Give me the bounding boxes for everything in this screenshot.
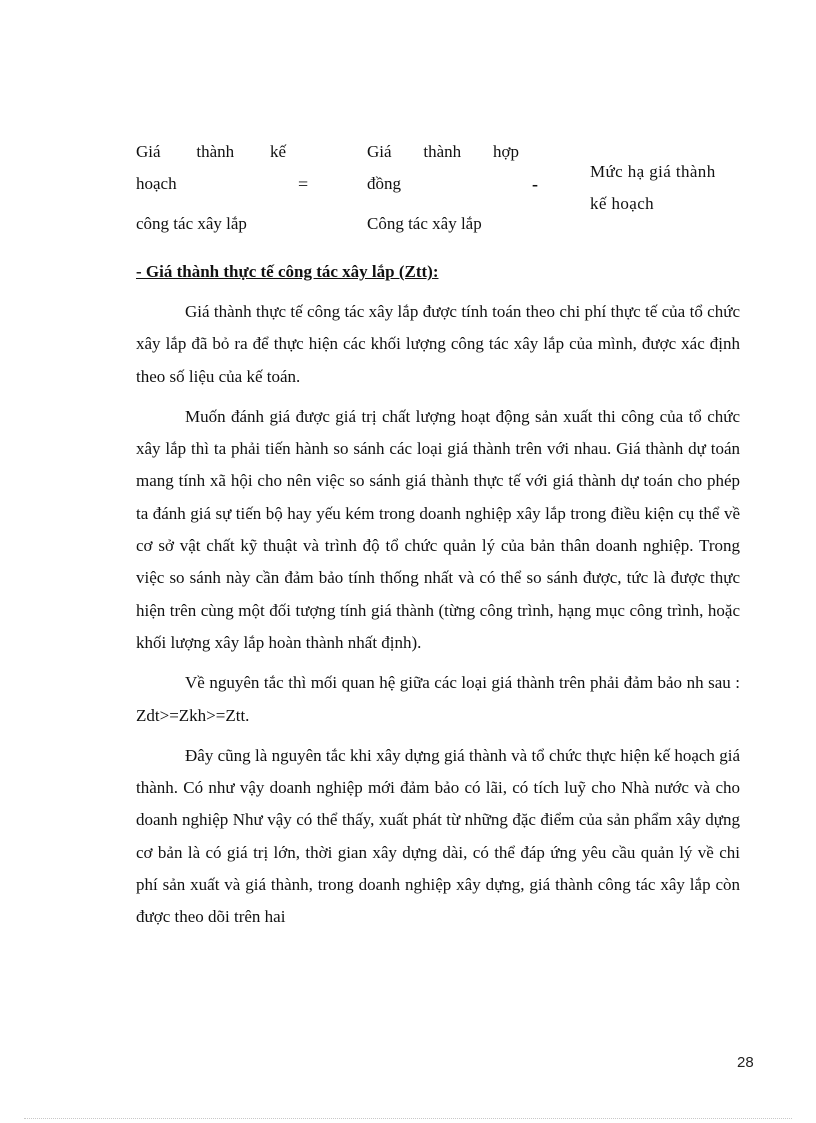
term-word: Giá: [367, 142, 392, 161]
term-word: hợp: [492, 142, 519, 161]
section-heading: - Giá thành thực tế công tác xây lắp (Ztt):: [136, 262, 439, 281]
formula-term-contract-cost: [367, 136, 519, 240]
body-text: [136, 296, 740, 934]
term-line: kế hoạch: [590, 194, 655, 213]
equals-operator: =: [298, 174, 309, 194]
term-line: Công tác xây lắp: [367, 214, 482, 233]
footer-divider: [24, 1118, 792, 1119]
term-word: thành: [196, 142, 235, 161]
paragraph: Đây cũng là nguyên tắc khi xây dựng giá thành và tổ chức thực hiện kế hoạch giá thành. Có như vậy doanh nghiệp mới đảm bảo có lãi, có tích luỹ cho Nhà nước và cho doanh nghiệp Như vậy có thể thấy, xuất phát từ những đặc điểm của sản phẩm xây dựng cơ bản là có giá trị lớn, thời gian xây dựng dài, có thể đáp ứng yêu cầu quản lý về chi phí sản xuất và giá thành, trong doanh nghiệp xây dựng, giá thành công tác xây lắp còn được theo dõi trên hai: [136, 745, 740, 927]
term-word: kế: [269, 142, 286, 161]
term-word: thành: [423, 142, 462, 161]
term-line: Mức hạ giá thành: [590, 162, 716, 181]
term-line: đồng: [367, 174, 401, 193]
term-word: Giá: [136, 142, 161, 161]
paragraph: Muốn đánh giá được giá trị chất lượng hoạt động sản xuất thi công của tổ chức xây lắp thì ta phải tiến hành so sánh các loại giá thành trên với nhau. Giá thành dự toán mang tính xã hội cho nên việc so sánh giá thành thực tế với giá thành dự toán cho phép ta đánh giá sự tiến bộ hay yếu kém trong doanh nghiệp xây lắp trong điều kiện cụ thể về cơ sở vật chất kỹ thuật và trình độ tổ chức quản lý của bản thân doanh nghiệp. Trong việc so sánh này cần đảm bảo tính thống nhất và có thể so sánh được, tức là được thực hiện trên cùng một đối tượng tính giá thành (từng công trình, hạng mục công trình, hoặc khối lượng xây lắp hoàn thành nhất định).: [136, 406, 740, 652]
cost-formula: [136, 136, 740, 246]
paragraph: Về nguyên tắc thì mối quan hệ giữa các loại giá thành trên phải đảm bảo nh sau : Zdt>=Zkh>=Ztt.: [136, 673, 740, 725]
formula-term-planned-reduction: [590, 156, 740, 220]
term-line: hoạch: [136, 174, 177, 193]
page-number: 28: [737, 1054, 754, 1071]
minus-operator: -: [532, 174, 538, 194]
formula-term-planned-cost: [136, 136, 286, 240]
paragraph: Giá thành thực tế công tác xây lắp được tính toán theo chi phí thực tế của tổ chức xây lắp đã bỏ ra để thực hiện các khối lượng công tác xây lắp của mình, được xác định theo số liệu của kế toán.: [136, 302, 740, 386]
term-line: công tác xây lắp: [136, 214, 247, 233]
